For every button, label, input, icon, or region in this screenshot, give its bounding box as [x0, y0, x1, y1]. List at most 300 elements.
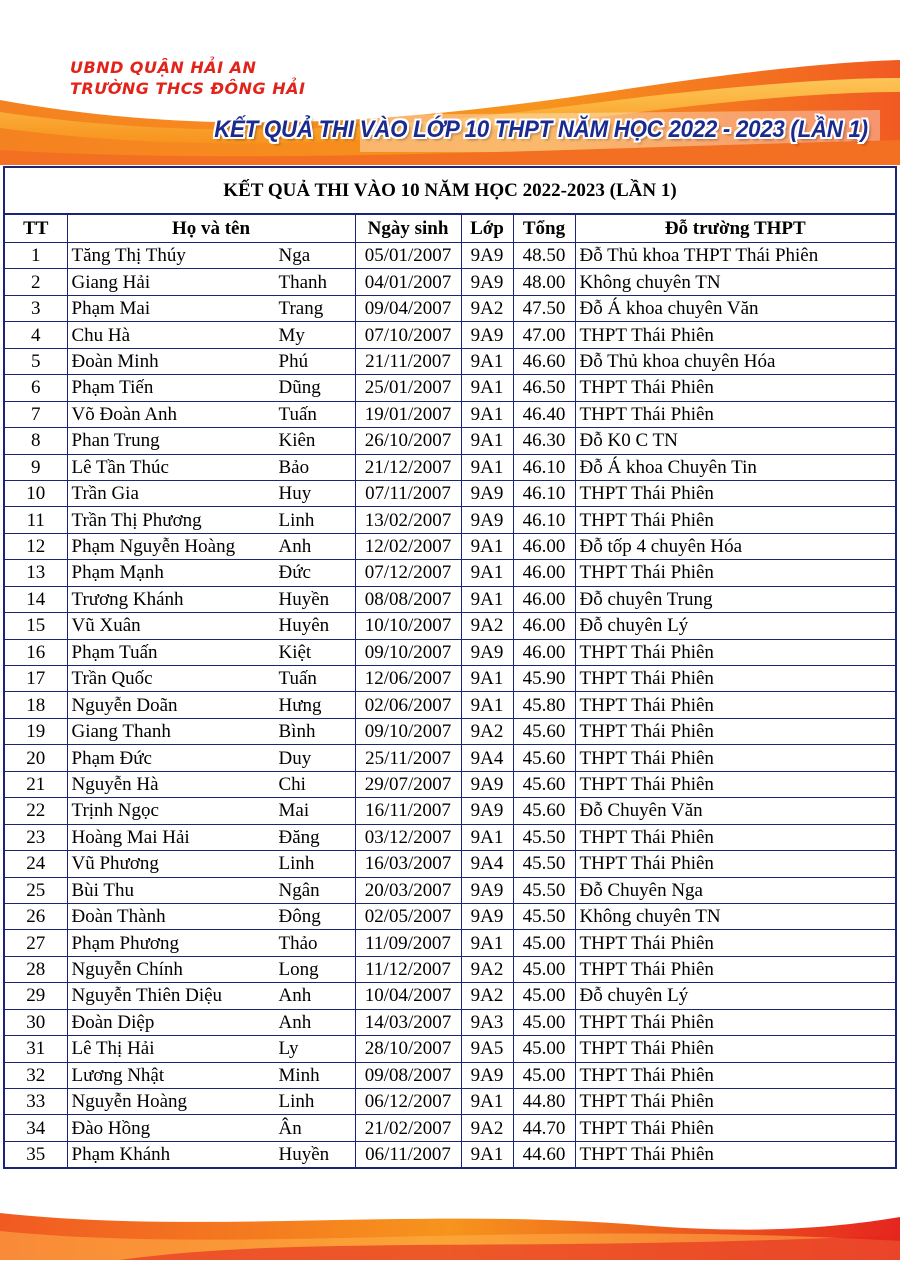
table-row — [5, 956, 895, 982]
cell-score: 46.60 — [513, 348, 575, 374]
student-last-name: Phạm Tiến — [71, 377, 154, 399]
student-first-name: Huyền — [278, 1144, 330, 1166]
table-row — [5, 745, 895, 771]
table-row — [5, 428, 895, 454]
cell-score: 44.60 — [513, 1141, 575, 1167]
table-row — [5, 322, 895, 348]
student-last-name: Trần Quốc — [71, 668, 153, 690]
cell-tt: 21 — [5, 771, 67, 797]
cell-name — [67, 428, 355, 454]
cell-class: 9A2 — [461, 613, 513, 639]
results-table-body — [5, 243, 895, 1168]
student-last-name: Trịnh Ngọc — [71, 800, 159, 822]
cell-name — [67, 851, 355, 877]
student-last-name: Phạm Mai — [71, 298, 151, 320]
cell-dob: 19/01/2007 — [355, 401, 461, 427]
cell-class: 9A1 — [461, 824, 513, 850]
cell-name — [67, 586, 355, 612]
table-row — [5, 1115, 895, 1141]
student-first-name: Ngân — [278, 879, 320, 901]
cell-result: THPT Thái Phiên — [575, 1141, 895, 1167]
student-last-name: Nguyễn Hà — [71, 773, 159, 795]
table-row — [5, 639, 895, 665]
cell-name — [67, 243, 355, 269]
cell-dob: 25/01/2007 — [355, 375, 461, 401]
cell-dob: 06/11/2007 — [355, 1141, 461, 1167]
student-last-name: Tăng Thị Thúy — [71, 245, 186, 267]
cell-tt: 30 — [5, 1009, 67, 1035]
table-row — [5, 1089, 895, 1115]
student-first-name: Thanh — [278, 271, 328, 293]
student-last-name: Phan Trung — [71, 430, 160, 452]
cell-class: 9A9 — [461, 771, 513, 797]
cell-tt: 14 — [5, 586, 67, 612]
cell-tt: 26 — [5, 903, 67, 929]
footer-wave-graphic — [0, 1205, 900, 1260]
results-table-container — [3, 166, 897, 1169]
cell-tt: 5 — [5, 348, 67, 374]
cell-dob: 11/12/2007 — [355, 956, 461, 982]
cell-class: 9A1 — [461, 692, 513, 718]
cell-name — [67, 613, 355, 639]
cell-dob: 28/10/2007 — [355, 1036, 461, 1062]
cell-tt: 35 — [5, 1141, 67, 1167]
cell-result: THPT Thái Phiên — [575, 401, 895, 427]
cell-result: Không chuyên TN — [575, 269, 895, 295]
cell-class: 9A2 — [461, 956, 513, 982]
cell-tt: 3 — [5, 295, 67, 321]
cell-class: 9A1 — [461, 666, 513, 692]
cell-score: 46.30 — [513, 428, 575, 454]
cell-score: 45.60 — [513, 771, 575, 797]
cell-tt: 20 — [5, 745, 67, 771]
cell-tt: 32 — [5, 1062, 67, 1088]
student-last-name: Trần Gia — [71, 483, 139, 505]
student-first-name: Bình — [278, 721, 316, 743]
cell-name — [67, 798, 355, 824]
student-first-name: Anh — [278, 985, 312, 1007]
student-last-name: Vũ Phương — [71, 853, 159, 875]
cell-tt: 7 — [5, 401, 67, 427]
cell-tt: 9 — [5, 454, 67, 480]
cell-name — [67, 269, 355, 295]
banner-title: KẾT QUẢ THI VÀO LỚP 10 THPT NĂM HỌC 2022 - 2023 (LẦN 1) — [214, 116, 868, 143]
cell-score: 46.00 — [513, 586, 575, 612]
cell-class: 9A2 — [461, 295, 513, 321]
student-last-name: Hoàng Mai Hải — [71, 826, 190, 848]
cell-dob: 21/11/2007 — [355, 348, 461, 374]
student-last-name: Phạm Khánh — [71, 1144, 171, 1166]
student-first-name: Kiệt — [278, 641, 312, 663]
student-first-name: Tuấn — [278, 403, 317, 425]
cell-score: 45.00 — [513, 1062, 575, 1088]
student-first-name: Hưng — [278, 694, 322, 716]
cell-result: Đỗ Á khoa Chuyên Tin — [575, 454, 895, 480]
table-row — [5, 824, 895, 850]
cell-name — [67, 295, 355, 321]
cell-name — [67, 877, 355, 903]
cell-dob: 21/02/2007 — [355, 1115, 461, 1141]
cell-class: 9A4 — [461, 851, 513, 877]
cell-dob: 07/10/2007 — [355, 322, 461, 348]
col-header-result: Đỗ trường THPT — [575, 215, 895, 243]
table-row — [5, 1009, 895, 1035]
cell-score: 45.00 — [513, 983, 575, 1009]
student-last-name: Phạm Mạnh — [71, 562, 164, 584]
cell-dob: 16/11/2007 — [355, 798, 461, 824]
cell-name — [67, 1115, 355, 1141]
cell-name — [67, 692, 355, 718]
cell-result: Đỗ tốp 4 chuyên Hóa — [575, 533, 895, 559]
cell-name — [67, 348, 355, 374]
student-last-name: Nguyễn Doãn — [71, 694, 178, 716]
cell-name — [67, 771, 355, 797]
cell-dob: 02/05/2007 — [355, 903, 461, 929]
student-last-name: Đoàn Thành — [71, 906, 166, 928]
student-last-name: Đoàn Minh — [71, 350, 159, 372]
cell-score: 46.40 — [513, 401, 575, 427]
student-last-name: Võ Đoàn Anh — [71, 403, 178, 425]
cell-score: 45.50 — [513, 903, 575, 929]
cell-class: 9A4 — [461, 745, 513, 771]
cell-dob: 07/12/2007 — [355, 560, 461, 586]
cell-class: 9A9 — [461, 322, 513, 348]
table-row — [5, 877, 895, 903]
cell-result: THPT Thái Phiên — [575, 745, 895, 771]
cell-result: THPT Thái Phiên — [575, 1115, 895, 1141]
table-row — [5, 401, 895, 427]
table-row — [5, 771, 895, 797]
cell-result: THPT Thái Phiên — [575, 480, 895, 506]
header-banner — [0, 0, 900, 165]
cell-name — [67, 1036, 355, 1062]
cell-tt: 29 — [5, 983, 67, 1009]
table-row — [5, 507, 895, 533]
col-header-name: Họ và tên — [67, 215, 355, 243]
cell-dob: 05/01/2007 — [355, 243, 461, 269]
cell-name — [67, 666, 355, 692]
cell-tt: 28 — [5, 956, 67, 982]
cell-dob: 09/10/2007 — [355, 639, 461, 665]
cell-score: 45.50 — [513, 851, 575, 877]
student-last-name: Phạm Tuấn — [71, 641, 158, 663]
cell-name — [67, 1089, 355, 1115]
cell-tt: 17 — [5, 666, 67, 692]
cell-score: 46.00 — [513, 613, 575, 639]
student-first-name: My — [278, 324, 305, 346]
table-row — [5, 666, 895, 692]
table-row — [5, 560, 895, 586]
cell-name — [67, 930, 355, 956]
student-first-name: Đức — [278, 562, 311, 584]
cell-result: Đỗ chuyên Lý — [575, 613, 895, 639]
student-first-name: Chi — [278, 773, 306, 795]
student-last-name: Vũ Xuân — [71, 615, 141, 637]
student-first-name: Linh — [278, 1091, 315, 1113]
student-last-name: Nguyễn Thiên Diệu — [71, 985, 223, 1007]
student-first-name: Duy — [278, 747, 312, 769]
cell-dob: 03/12/2007 — [355, 824, 461, 850]
cell-class: 9A9 — [461, 269, 513, 295]
cell-score: 46.50 — [513, 375, 575, 401]
student-first-name: Huy — [278, 483, 312, 505]
student-last-name: Đoàn Diệp — [71, 1011, 155, 1033]
cell-result: THPT Thái Phiên — [575, 824, 895, 850]
table-row — [5, 613, 895, 639]
cell-dob: 08/08/2007 — [355, 586, 461, 612]
student-first-name: Anh — [278, 536, 312, 558]
table-row — [5, 533, 895, 559]
cell-class: 9A2 — [461, 718, 513, 744]
student-last-name: Giang Thanh — [71, 721, 171, 743]
cell-score: 46.00 — [513, 560, 575, 586]
student-last-name: Chu Hà — [71, 324, 131, 346]
cell-result: THPT Thái Phiên — [575, 560, 895, 586]
cell-dob: 21/12/2007 — [355, 454, 461, 480]
student-first-name: Đông — [278, 906, 321, 928]
table-row — [5, 718, 895, 744]
cell-class: 9A9 — [461, 903, 513, 929]
student-last-name: Bùi Thu — [71, 879, 134, 901]
cell-name — [67, 903, 355, 929]
cell-dob: 29/07/2007 — [355, 771, 461, 797]
student-first-name: Huyên — [278, 615, 330, 637]
cell-name — [67, 983, 355, 1009]
cell-name — [67, 454, 355, 480]
table-row — [5, 930, 895, 956]
student-first-name: Đăng — [278, 826, 320, 848]
student-first-name: Phú — [278, 350, 309, 372]
cell-score: 45.00 — [513, 930, 575, 956]
student-last-name: Nguyễn Hoàng — [71, 1091, 188, 1113]
cell-score: 46.10 — [513, 480, 575, 506]
cell-tt: 11 — [5, 507, 67, 533]
cell-class: 9A1 — [461, 560, 513, 586]
cell-tt: 6 — [5, 375, 67, 401]
cell-score: 46.00 — [513, 533, 575, 559]
student-first-name: Long — [278, 959, 319, 981]
col-header-dob: Ngày sinh — [355, 215, 461, 243]
cell-class: 9A9 — [461, 1062, 513, 1088]
table-row — [5, 1141, 895, 1167]
cell-result: THPT Thái Phiên — [575, 639, 895, 665]
cell-tt: 23 — [5, 824, 67, 850]
table-row — [5, 692, 895, 718]
cell-name — [67, 824, 355, 850]
cell-name — [67, 1141, 355, 1167]
cell-name — [67, 401, 355, 427]
cell-class: 9A1 — [461, 930, 513, 956]
table-row — [5, 348, 895, 374]
cell-class: 9A1 — [461, 1141, 513, 1167]
cell-tt: 2 — [5, 269, 67, 295]
student-first-name: Kiên — [278, 430, 316, 452]
cell-class: 9A1 — [461, 586, 513, 612]
cell-name — [67, 480, 355, 506]
student-first-name: Dũng — [278, 377, 321, 399]
cell-dob: 11/09/2007 — [355, 930, 461, 956]
cell-class: 9A2 — [461, 1115, 513, 1141]
district-name: UBND QUẬN HẢI AN — [70, 58, 257, 77]
cell-class: 9A9 — [461, 877, 513, 903]
cell-result: THPT Thái Phiên — [575, 930, 895, 956]
cell-result: THPT Thái Phiên — [575, 1062, 895, 1088]
cell-dob: 26/10/2007 — [355, 428, 461, 454]
cell-tt: 4 — [5, 322, 67, 348]
cell-tt: 27 — [5, 930, 67, 956]
student-last-name: Phạm Đức — [71, 747, 152, 769]
cell-class: 9A1 — [461, 533, 513, 559]
cell-class: 9A1 — [461, 401, 513, 427]
student-last-name: Giang Hải — [71, 271, 151, 293]
cell-score: 47.00 — [513, 322, 575, 348]
col-header-class: Lớp — [461, 215, 513, 243]
cell-score: 45.60 — [513, 798, 575, 824]
cell-tt: 34 — [5, 1115, 67, 1141]
cell-dob: 16/03/2007 — [355, 851, 461, 877]
student-last-name: Trần Thị Phương — [71, 509, 202, 531]
cell-tt: 19 — [5, 718, 67, 744]
table-row — [5, 269, 895, 295]
table-row — [5, 903, 895, 929]
table-row — [5, 454, 895, 480]
cell-dob: 20/03/2007 — [355, 877, 461, 903]
cell-result: Không chuyên TN — [575, 903, 895, 929]
cell-dob: 10/10/2007 — [355, 613, 461, 639]
footer-decoration — [0, 1205, 900, 1260]
cell-score: 47.50 — [513, 295, 575, 321]
cell-tt: 16 — [5, 639, 67, 665]
student-first-name: Linh — [278, 853, 315, 875]
student-last-name: Trương Khánh — [71, 588, 184, 610]
cell-result: Đỗ chuyên Trung — [575, 586, 895, 612]
table-row — [5, 1062, 895, 1088]
table-row — [5, 375, 895, 401]
cell-score: 46.00 — [513, 639, 575, 665]
student-first-name: Minh — [278, 1064, 320, 1086]
student-first-name: Ân — [278, 1117, 302, 1139]
cell-tt: 10 — [5, 480, 67, 506]
student-last-name: Đào Hồng — [71, 1117, 151, 1139]
student-last-name: Phạm Phương — [71, 932, 179, 954]
cell-name — [67, 956, 355, 982]
cell-score: 45.80 — [513, 692, 575, 718]
cell-score: 45.50 — [513, 824, 575, 850]
cell-result: THPT Thái Phiên — [575, 718, 895, 744]
cell-tt: 18 — [5, 692, 67, 718]
cell-score: 45.50 — [513, 877, 575, 903]
student-first-name: Thảo — [278, 932, 318, 954]
cell-result: THPT Thái Phiên — [575, 851, 895, 877]
table-row — [5, 798, 895, 824]
cell-tt: 25 — [5, 877, 67, 903]
cell-class: 9A1 — [461, 428, 513, 454]
cell-class: 9A1 — [461, 348, 513, 374]
cell-tt: 1 — [5, 243, 67, 269]
cell-result: THPT Thái Phiên — [575, 375, 895, 401]
cell-name — [67, 533, 355, 559]
student-first-name: Tuấn — [278, 668, 317, 690]
cell-dob: 09/04/2007 — [355, 295, 461, 321]
table-title: KẾT QUẢ THI VÀO 10 NĂM HỌC 2022-2023 (LẦN 1) — [5, 168, 895, 215]
cell-result: Đỗ Chuyên Nga — [575, 877, 895, 903]
cell-name — [67, 639, 355, 665]
cell-dob: 25/11/2007 — [355, 745, 461, 771]
table-row — [5, 851, 895, 877]
cell-score: 45.00 — [513, 956, 575, 982]
cell-dob: 13/02/2007 — [355, 507, 461, 533]
student-first-name: Huyền — [278, 588, 330, 610]
cell-class: 9A1 — [461, 454, 513, 480]
cell-class: 9A1 — [461, 1089, 513, 1115]
cell-class: 9A9 — [461, 480, 513, 506]
cell-score: 45.00 — [513, 1036, 575, 1062]
cell-tt: 15 — [5, 613, 67, 639]
cell-name — [67, 1009, 355, 1035]
cell-result: THPT Thái Phiên — [575, 1089, 895, 1115]
cell-score: 45.90 — [513, 666, 575, 692]
cell-class: 9A9 — [461, 507, 513, 533]
cell-dob: 12/06/2007 — [355, 666, 461, 692]
table-row — [5, 983, 895, 1009]
student-first-name: Bảo — [278, 456, 310, 478]
cell-result: THPT Thái Phiên — [575, 507, 895, 533]
cell-dob: 14/03/2007 — [355, 1009, 461, 1035]
cell-tt: 33 — [5, 1089, 67, 1115]
cell-dob: 10/04/2007 — [355, 983, 461, 1009]
student-last-name: Nguyễn Chính — [71, 959, 183, 981]
school-name: TRƯỜNG THCS ĐÔNG HẢI — [70, 79, 306, 98]
table-row — [5, 1036, 895, 1062]
cell-result: Đỗ Chuyên Văn — [575, 798, 895, 824]
student-first-name: Linh — [278, 509, 315, 531]
cell-name — [67, 1062, 355, 1088]
cell-class: 9A9 — [461, 798, 513, 824]
cell-result: THPT Thái Phiên — [575, 692, 895, 718]
cell-score: 46.10 — [513, 454, 575, 480]
cell-result: Đỗ chuyên Lý — [575, 983, 895, 1009]
table-header-row — [5, 215, 895, 243]
cell-score: 45.00 — [513, 1009, 575, 1035]
cell-name — [67, 560, 355, 586]
table-row — [5, 480, 895, 506]
cell-name — [67, 375, 355, 401]
student-last-name: Lê Tần Thúc — [71, 456, 169, 478]
cell-tt: 8 — [5, 428, 67, 454]
cell-name — [67, 322, 355, 348]
cell-result: THPT Thái Phiên — [575, 666, 895, 692]
col-header-score: Tổng — [513, 215, 575, 243]
cell-dob: 09/08/2007 — [355, 1062, 461, 1088]
cell-result: THPT Thái Phiên — [575, 322, 895, 348]
cell-score: 46.10 — [513, 507, 575, 533]
cell-tt: 13 — [5, 560, 67, 586]
cell-class: 9A2 — [461, 983, 513, 1009]
cell-dob: 07/11/2007 — [355, 480, 461, 506]
cell-tt: 22 — [5, 798, 67, 824]
cell-dob: 09/10/2007 — [355, 718, 461, 744]
cell-class: 9A3 — [461, 1009, 513, 1035]
cell-tt: 24 — [5, 851, 67, 877]
col-header-tt: TT — [5, 215, 67, 243]
cell-result: THPT Thái Phiên — [575, 1009, 895, 1035]
cell-result: Đỗ Á khoa chuyên Văn — [575, 295, 895, 321]
cell-tt: 31 — [5, 1036, 67, 1062]
cell-result: Đỗ Thủ khoa chuyên Hóa — [575, 348, 895, 374]
cell-score: 45.60 — [513, 745, 575, 771]
cell-dob: 04/01/2007 — [355, 269, 461, 295]
cell-result: THPT Thái Phiên — [575, 771, 895, 797]
